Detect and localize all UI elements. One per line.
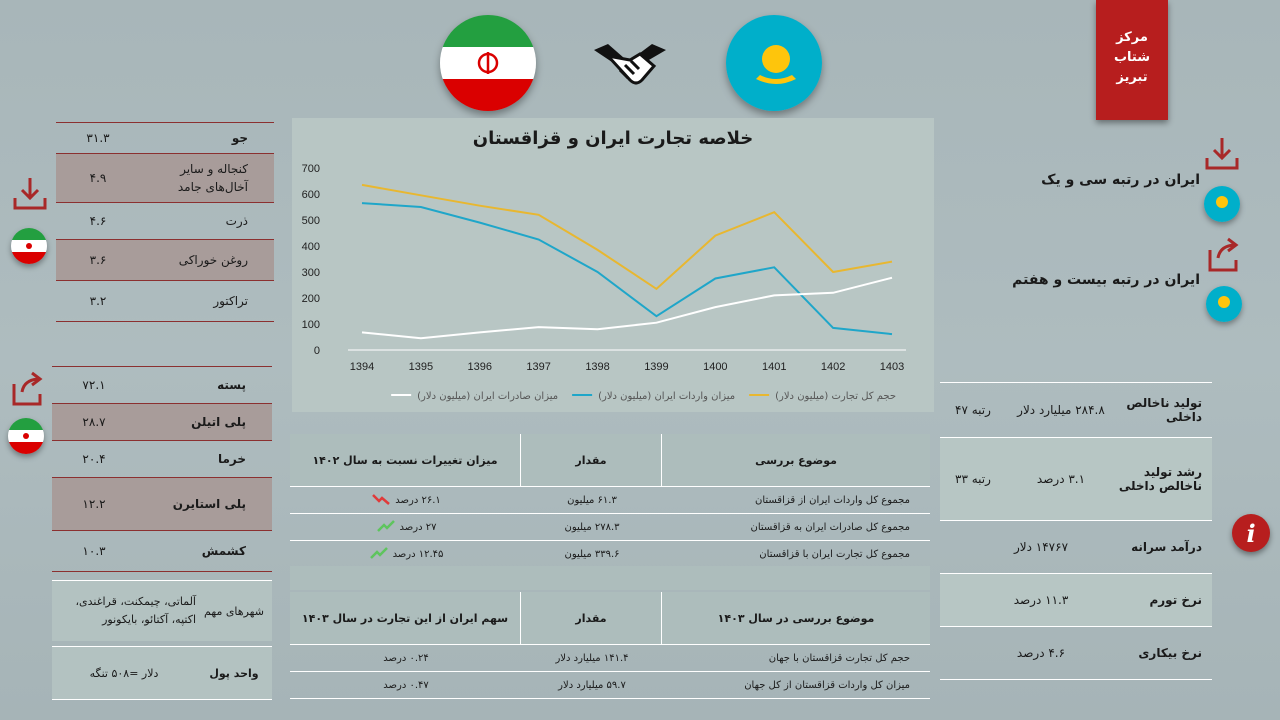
brand-logo bbox=[1096, 0, 1168, 120]
x-tick-label: 1394 bbox=[349, 361, 375, 373]
y-tick-label: 400 bbox=[301, 241, 320, 253]
table-row bbox=[56, 203, 274, 240]
economy-value: ۲۸۴.۸ میلیارد دلار bbox=[1017, 403, 1105, 417]
header-topic: موضوع بررسی bbox=[661, 434, 930, 486]
row-topic: مجموع کل تجارت ایران با قزاقستان bbox=[759, 548, 910, 560]
download-icon bbox=[12, 176, 48, 212]
row-topic: میزان کل واردات قزاقستان از کل جهان bbox=[744, 679, 910, 691]
x-tick-label: 1400 bbox=[703, 361, 728, 373]
table-row bbox=[290, 487, 930, 514]
legend-label: میزان صادرات ایران (میلیون دلار) bbox=[417, 391, 559, 402]
logo-line-3: تبریز bbox=[1116, 70, 1148, 85]
trend-up-icon bbox=[369, 547, 389, 562]
table-row bbox=[52, 478, 272, 531]
header-topic: موضوع بررسی در سال ۱۴۰۳ bbox=[661, 592, 930, 644]
product-name: جو bbox=[231, 131, 248, 145]
row-amount: ۳۳۹.۶ میلیون bbox=[564, 548, 620, 560]
product-name: خرما bbox=[217, 452, 246, 466]
economy-value: ۴.۶ درصد bbox=[1016, 646, 1066, 660]
table-row bbox=[940, 520, 1212, 573]
logo-line-2: شتاب bbox=[1113, 50, 1151, 65]
trade-change-table bbox=[290, 434, 930, 564]
economy-table bbox=[940, 382, 1212, 680]
info-button[interactable] bbox=[1232, 514, 1270, 552]
product-name: پلی اتیلن bbox=[191, 415, 246, 429]
cities-value: آلماتی، چیمکنت، قراغندی، اکتپه، آکتائو، بایکونور bbox=[75, 595, 196, 626]
economy-value: ۱۱.۳ درصد bbox=[1013, 593, 1069, 607]
logo-line-1: مرکز bbox=[1116, 30, 1148, 45]
row-change bbox=[290, 493, 522, 508]
product-value: ۴.۶ bbox=[89, 214, 107, 228]
row-amount: ۲۷۸.۳ میلیون bbox=[564, 521, 620, 533]
row-change bbox=[290, 547, 522, 562]
y-tick-label: 0 bbox=[313, 345, 320, 357]
y-tick-label: 700 bbox=[301, 163, 320, 175]
y-tick-label: 600 bbox=[301, 189, 320, 201]
row-share: ۰.۴۷ درصد bbox=[383, 679, 429, 691]
row-amount: ۵۹.۷ میلیارد دلار bbox=[558, 679, 626, 691]
table-row bbox=[940, 437, 1212, 520]
row-topic: مجموع کل واردات ایران از قزاقستان bbox=[754, 494, 910, 506]
export-icon bbox=[10, 370, 46, 406]
currency-value: دلار =۵۰۸ تنگه bbox=[89, 666, 159, 680]
kazakhstan-trade-table bbox=[290, 592, 930, 700]
export-products-table bbox=[52, 366, 272, 572]
product-name: روغن خوراکی bbox=[178, 253, 248, 267]
row-topic: مجموع کل صادرات ایران به قزاقستان bbox=[750, 521, 910, 533]
economy-label: نرخ بیکاری bbox=[1138, 646, 1202, 660]
product-value: ۳.۶ bbox=[89, 253, 107, 267]
header-share: سهم ایران از این تجارت در سال ۱۴۰۳ bbox=[301, 611, 509, 625]
handshake-icon bbox=[590, 36, 670, 96]
chart-plot bbox=[292, 118, 934, 412]
table-row bbox=[940, 626, 1212, 680]
x-tick-label: 1403 bbox=[879, 361, 905, 373]
y-tick-label: 200 bbox=[301, 293, 320, 305]
iran-flag-icon bbox=[440, 15, 536, 111]
economy-rank: رتبه ۳۳ bbox=[955, 472, 991, 486]
import-rank-text: ایران در رتبه سی و یک bbox=[1041, 172, 1200, 188]
y-tick-label: 500 bbox=[301, 215, 320, 227]
economy-value: ۱۴۷۶۷ دلار bbox=[1013, 540, 1069, 554]
cities-panel bbox=[52, 580, 272, 641]
table-row bbox=[52, 441, 272, 478]
currency-label: واحد پول bbox=[209, 666, 259, 680]
economy-label: نرخ تورم bbox=[1149, 593, 1202, 607]
table-row bbox=[290, 541, 930, 568]
export-rank-text: ایران در رتبه بیست و هفتم bbox=[1012, 272, 1200, 288]
product-name: تراکتور bbox=[213, 294, 248, 308]
iran-flag-icon bbox=[8, 418, 44, 454]
download-icon bbox=[1204, 136, 1240, 172]
x-tick-label: 1398 bbox=[585, 361, 610, 373]
table-row bbox=[52, 367, 272, 404]
row-amount: ۶۱.۳ میلیون bbox=[567, 494, 617, 506]
row-change-value: ۱۲.۴۵ درصد bbox=[392, 548, 444, 560]
product-value: ۷۲.۱ bbox=[82, 378, 106, 392]
product-value: ۱۰.۳ bbox=[82, 544, 106, 558]
x-tick-label: 1396 bbox=[467, 361, 493, 373]
row-change-value: ۲۷ درصد bbox=[399, 521, 437, 533]
table-row bbox=[940, 573, 1212, 626]
product-value: ۴.۹ bbox=[89, 171, 107, 185]
series-line bbox=[362, 185, 892, 289]
row-share: ۰.۲۴ درصد bbox=[383, 652, 429, 664]
cities-label: شهرهای مهم bbox=[204, 604, 264, 618]
legend-label: میزان واردات ایران (میلیون دلار) bbox=[598, 391, 736, 402]
kazakhstan-flag-icon bbox=[726, 15, 822, 111]
header-amount: مقدار bbox=[520, 592, 661, 644]
header-change: میزان تغییرات نسبت به سال ۱۴۰۲ bbox=[312, 453, 498, 467]
kazakhstan-flag-icon bbox=[1206, 286, 1242, 322]
table-header bbox=[290, 434, 930, 487]
product-value: ۳.۲ bbox=[89, 294, 107, 308]
row-change-value: ۲۶.۱ درصد bbox=[395, 494, 441, 506]
import-products-table bbox=[56, 122, 274, 322]
currency-panel bbox=[52, 646, 272, 700]
row-topic: حجم کل تجارت قزاقستان با جهان bbox=[768, 652, 910, 664]
y-tick-label: 100 bbox=[301, 319, 320, 331]
kazakhstan-flag-icon bbox=[1204, 186, 1240, 222]
table-header bbox=[290, 592, 930, 645]
row-change bbox=[290, 520, 522, 535]
product-name: پسته bbox=[217, 378, 246, 392]
table-row bbox=[290, 514, 930, 541]
table-row bbox=[52, 531, 272, 572]
export-icon bbox=[1206, 236, 1242, 272]
trade-chart bbox=[292, 118, 934, 412]
economy-label: درآمد سرانه bbox=[1131, 540, 1202, 554]
info-icon: i bbox=[1246, 518, 1256, 548]
x-tick-label: 1399 bbox=[644, 361, 669, 373]
table-row bbox=[940, 382, 1212, 437]
x-tick-label: 1402 bbox=[820, 361, 846, 373]
product-name: کنجاله و سایر آخال‌های جامد bbox=[177, 162, 248, 194]
product-value: ۳۱.۳ bbox=[86, 131, 110, 145]
product-name: کشمش bbox=[201, 544, 246, 558]
chart-title: خلاصه تجارت ایران و قزاقستان bbox=[472, 128, 754, 149]
y-tick-label: 300 bbox=[301, 267, 320, 279]
x-tick-label: 1397 bbox=[526, 361, 551, 373]
economy-value: ۳.۱ درصد bbox=[1036, 472, 1086, 486]
table-row bbox=[56, 154, 274, 203]
trend-down-icon bbox=[371, 493, 391, 508]
x-tick-label: 1401 bbox=[761, 361, 787, 373]
product-value: ۱۲.۲ bbox=[82, 497, 106, 511]
table-spacer bbox=[290, 566, 930, 590]
table-row bbox=[56, 240, 274, 281]
economy-label: رشد تولید ناخالص داخلی bbox=[1118, 465, 1202, 493]
table-row bbox=[56, 281, 274, 322]
product-name: پلی استایرن bbox=[172, 497, 246, 511]
economy-rank: رتبه ۴۷ bbox=[955, 403, 991, 417]
economy-label: تولید ناخالص داخلی bbox=[1126, 396, 1202, 424]
legend-label: حجم کل تجارت (میلیون دلار) bbox=[775, 391, 896, 402]
product-value: ۲۰.۴ bbox=[82, 452, 106, 466]
table-row bbox=[290, 672, 930, 699]
product-value: ۲۸.۷ bbox=[82, 415, 106, 429]
product-name: ذرت bbox=[225, 214, 248, 228]
x-tick-label: 1395 bbox=[408, 361, 434, 373]
table-row bbox=[52, 404, 272, 441]
header-amount: مقدار bbox=[520, 434, 661, 486]
table-row bbox=[290, 645, 930, 672]
row-amount: ۱۴۱.۴ میلیارد دلار bbox=[555, 652, 629, 664]
table-row bbox=[56, 123, 274, 154]
iran-flag-icon bbox=[11, 228, 47, 264]
trend-up-icon bbox=[376, 520, 396, 535]
